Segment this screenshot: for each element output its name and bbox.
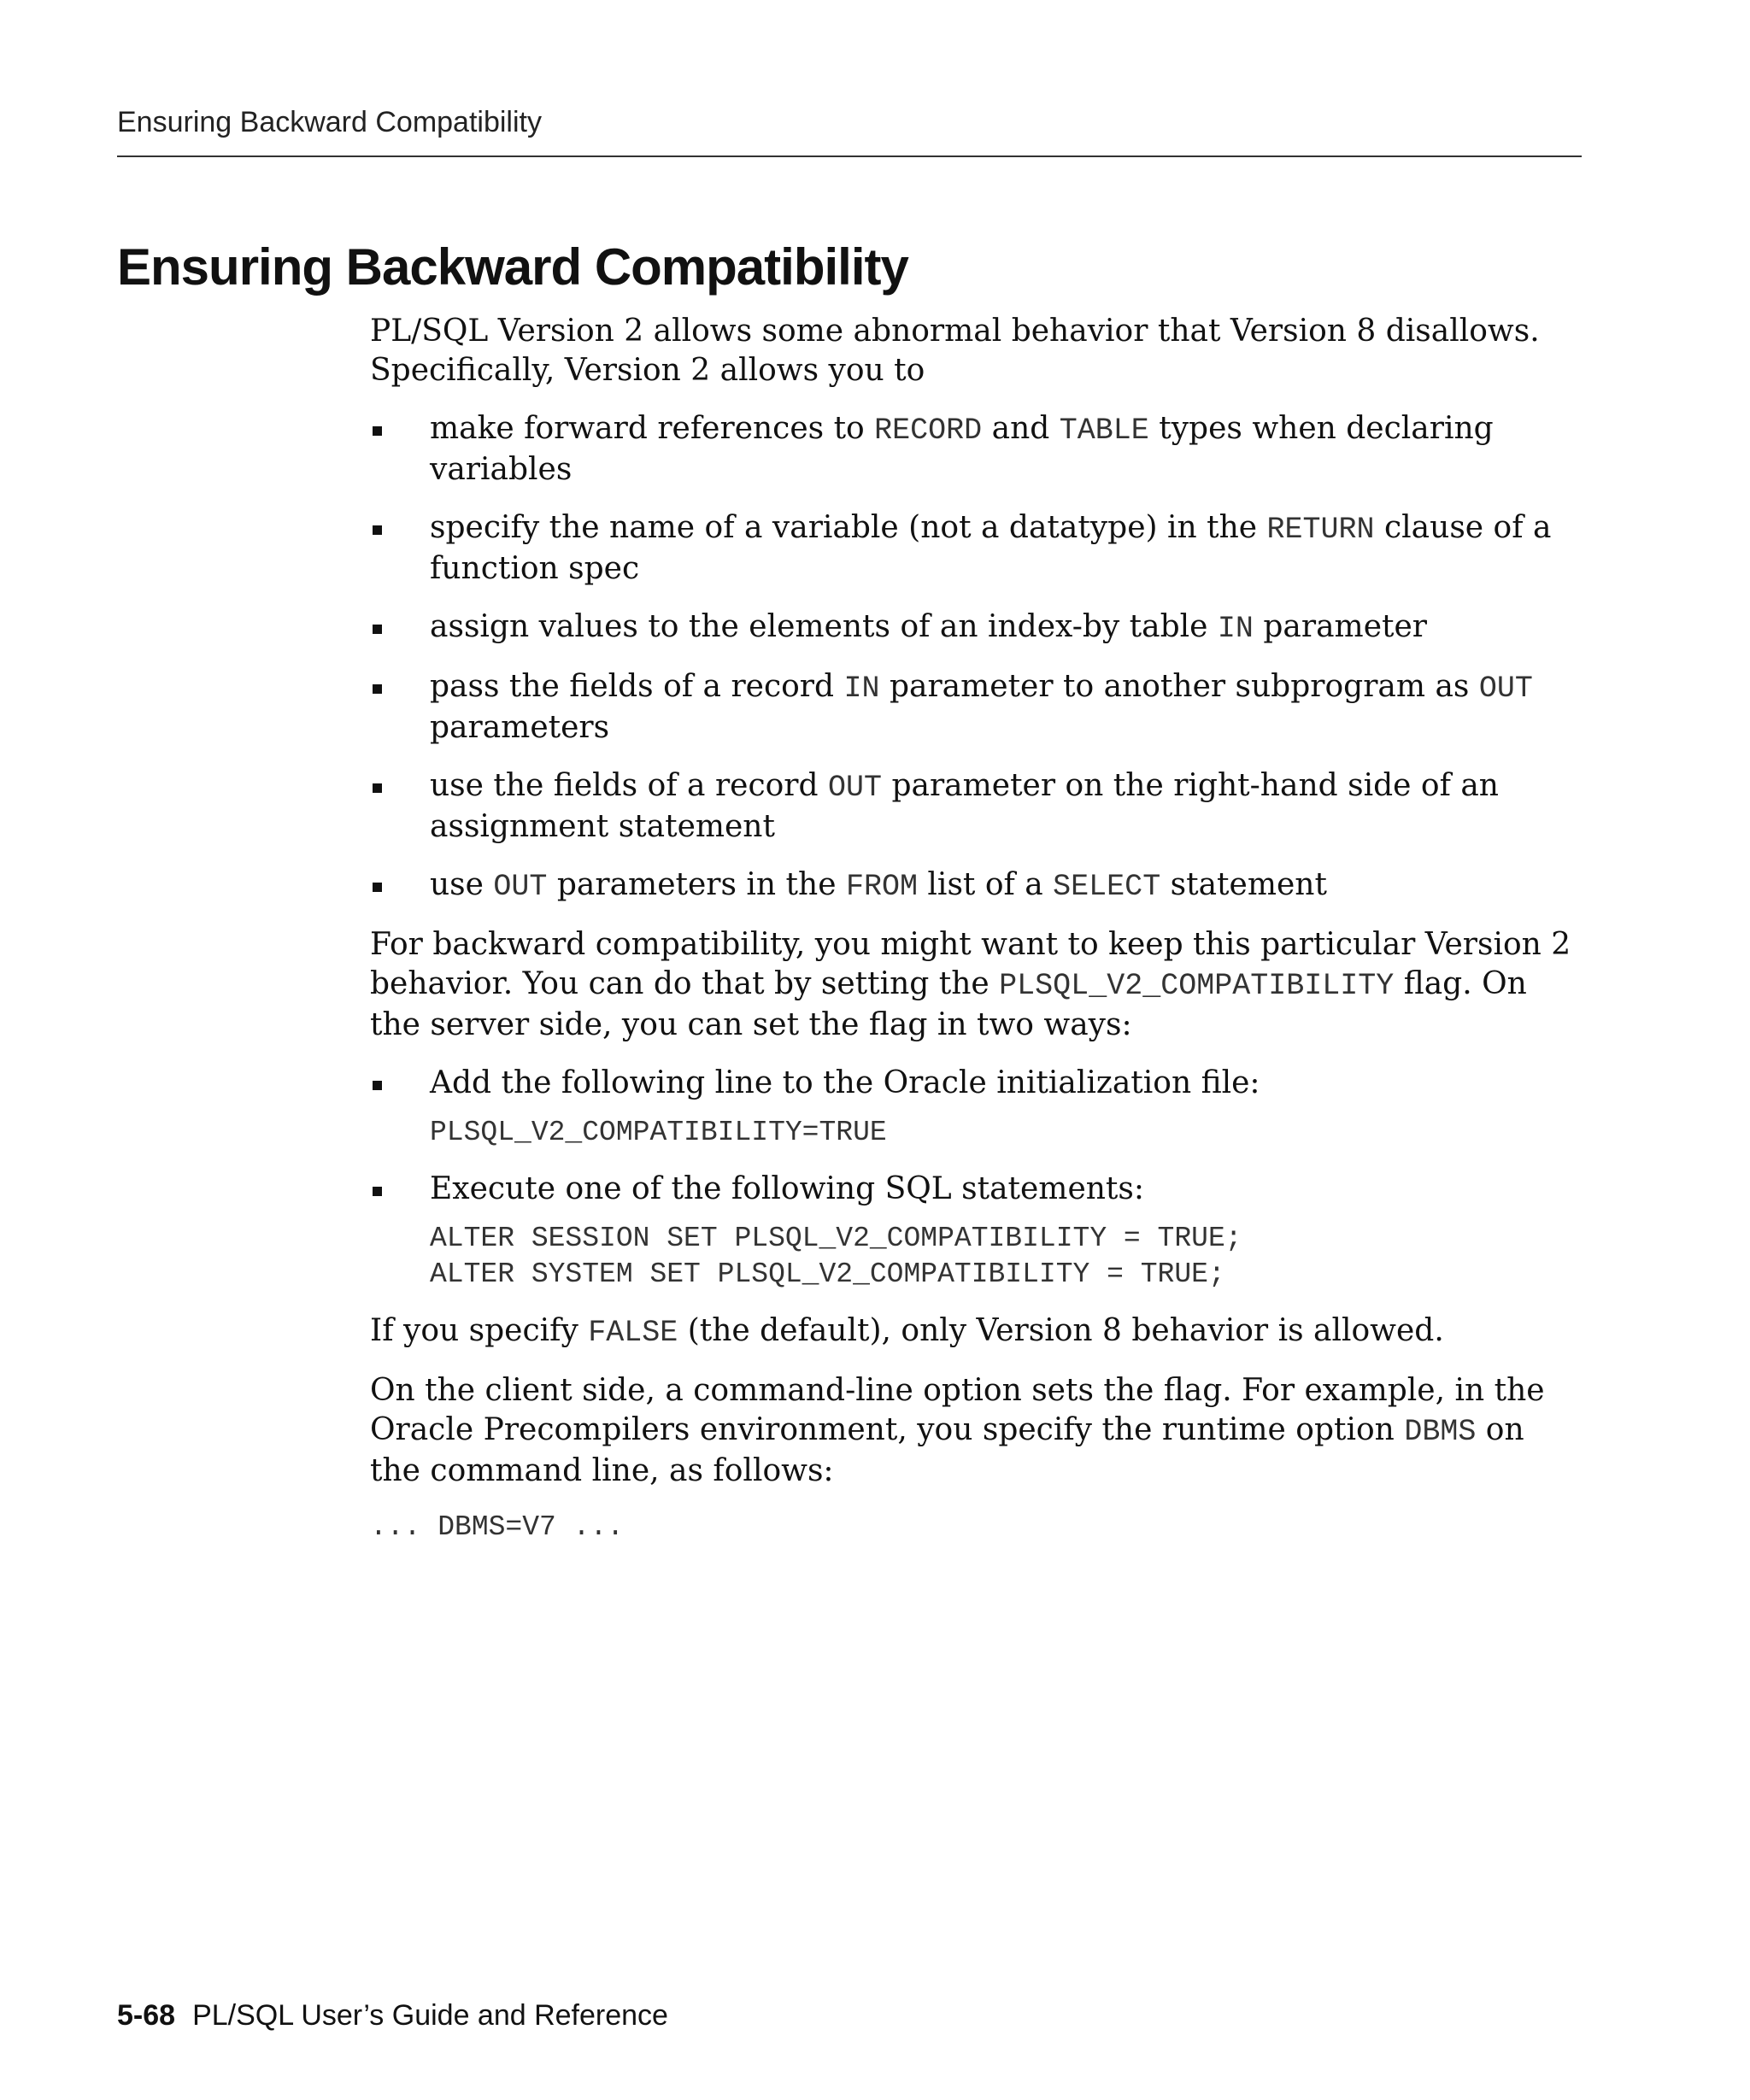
inline-code: RECORD bbox=[874, 414, 983, 448]
section-title: Ensuring Backward Compatibility bbox=[117, 238, 908, 296]
inline-code: OUT bbox=[1478, 672, 1533, 706]
inline-code: DBMS bbox=[1404, 1415, 1477, 1449]
list-item bbox=[370, 1064, 1583, 1151]
list-item-text: assign values to the elements of an index-by table bbox=[430, 609, 1218, 644]
list-item bbox=[370, 607, 1583, 648]
paragraph-text: (the default), only Version 8 behavior is allowed. bbox=[678, 1313, 1444, 1348]
bullet-marker bbox=[373, 684, 382, 694]
bullet-marker bbox=[373, 426, 382, 436]
intro-text: PL/SQL Version 2 allows some abnormal behavior that Version 8 disallows. Specifically, Version 2 allows you to bbox=[370, 314, 1540, 388]
page-number: 5-68 bbox=[117, 1999, 176, 2032]
list-item-text: use bbox=[430, 867, 494, 902]
list-item-text: parameter to another subprogram as bbox=[879, 669, 1479, 704]
inline-code: OUT bbox=[493, 870, 548, 904]
book-title: PL/SQL User’s Guide and Reference bbox=[192, 1999, 668, 2032]
default-paragraph bbox=[370, 1311, 1583, 1352]
inline-code: FROM bbox=[845, 870, 918, 904]
code-block: PLSQL_V2_COMPATIBILITY=TRUE bbox=[430, 1117, 887, 1148]
list-item-text: list of a bbox=[917, 867, 1054, 902]
list-item-text: types when declaring variables bbox=[430, 411, 1494, 487]
inline-code: TABLE bbox=[1059, 414, 1149, 448]
paragraph-text: flag. On the server side, you can set the flag in two ways: bbox=[370, 966, 1527, 1042]
paragraph-text: on the command line, as follows: bbox=[370, 1412, 1524, 1488]
inline-code: PLSQL_V2_COMPATIBILITY bbox=[999, 969, 1395, 1003]
inline-code: SELECT bbox=[1053, 870, 1161, 904]
behavior-list bbox=[370, 409, 1583, 906]
list-item-text: clause of a function spec bbox=[430, 510, 1552, 586]
list-item-text: make forward references to bbox=[430, 411, 875, 446]
intro-paragraph bbox=[370, 312, 1583, 390]
list-item bbox=[370, 508, 1583, 589]
list-item bbox=[370, 409, 1583, 490]
list-item-text: statement bbox=[1160, 867, 1327, 902]
inline-code: IN bbox=[843, 672, 880, 706]
list-item-text: Add the following line to the Oracle initialization file: bbox=[430, 1065, 1260, 1100]
list-item-text: Execute one of the following SQL statements: bbox=[430, 1171, 1144, 1206]
header-rule bbox=[117, 155, 1582, 157]
bullet-marker bbox=[373, 1081, 382, 1090]
inline-code: OUT bbox=[828, 771, 883, 805]
paragraph-text: On the client side, a command-line option sets the flag. For example, in the Oracle Precompilers environment, you specify the runtime option bbox=[370, 1373, 1545, 1447]
list-item-text: use the fields of a record bbox=[430, 768, 828, 803]
inline-code: IN bbox=[1217, 612, 1254, 646]
bullet-marker bbox=[373, 525, 382, 535]
list-item-text: parameter on the right-hand side of an assignment statement bbox=[430, 768, 1499, 844]
list-item-text: and bbox=[982, 411, 1060, 446]
bullet-marker bbox=[373, 783, 382, 793]
list-item-text: specify the name of a variable (not a datatype) in the bbox=[430, 510, 1267, 545]
server-options-list bbox=[370, 1064, 1583, 1293]
list-item bbox=[370, 766, 1583, 847]
code-block: ALTER SESSION SET PLSQL_V2_COMPATIBILITY = TRUE; ALTER SYSTEM SET PLSQL_V2_COMPATIBILITY = TRUE; bbox=[430, 1223, 1242, 1290]
list-item bbox=[370, 667, 1583, 748]
client-code-block: ... DBMS=V7 ... bbox=[370, 1511, 625, 1543]
running-header: Ensuring Backward Compatibility bbox=[117, 106, 542, 138]
list-item-text: pass the fields of a record bbox=[430, 669, 844, 704]
list-item-text: parameters in the bbox=[547, 867, 846, 902]
paragraph-text: If you specify bbox=[370, 1313, 589, 1348]
running-footer bbox=[117, 1999, 668, 2033]
list-item-text: parameters bbox=[430, 710, 610, 745]
inline-code: FALSE bbox=[588, 1316, 678, 1350]
list-item bbox=[370, 1170, 1583, 1293]
main-content bbox=[370, 312, 1583, 1564]
compatibility-paragraph bbox=[370, 925, 1583, 1045]
paragraph-text: For backward compatibility, you might want to keep this particular Version 2 behavior. You can do that by setting the bbox=[370, 927, 1571, 1001]
bullet-marker bbox=[373, 883, 382, 892]
bullet-marker bbox=[373, 1187, 382, 1196]
client-paragraph bbox=[370, 1371, 1583, 1491]
inline-code: RETURN bbox=[1266, 513, 1375, 547]
list-item-text: parameter bbox=[1253, 609, 1427, 644]
list-item bbox=[370, 865, 1583, 906]
bullet-marker bbox=[373, 625, 382, 634]
